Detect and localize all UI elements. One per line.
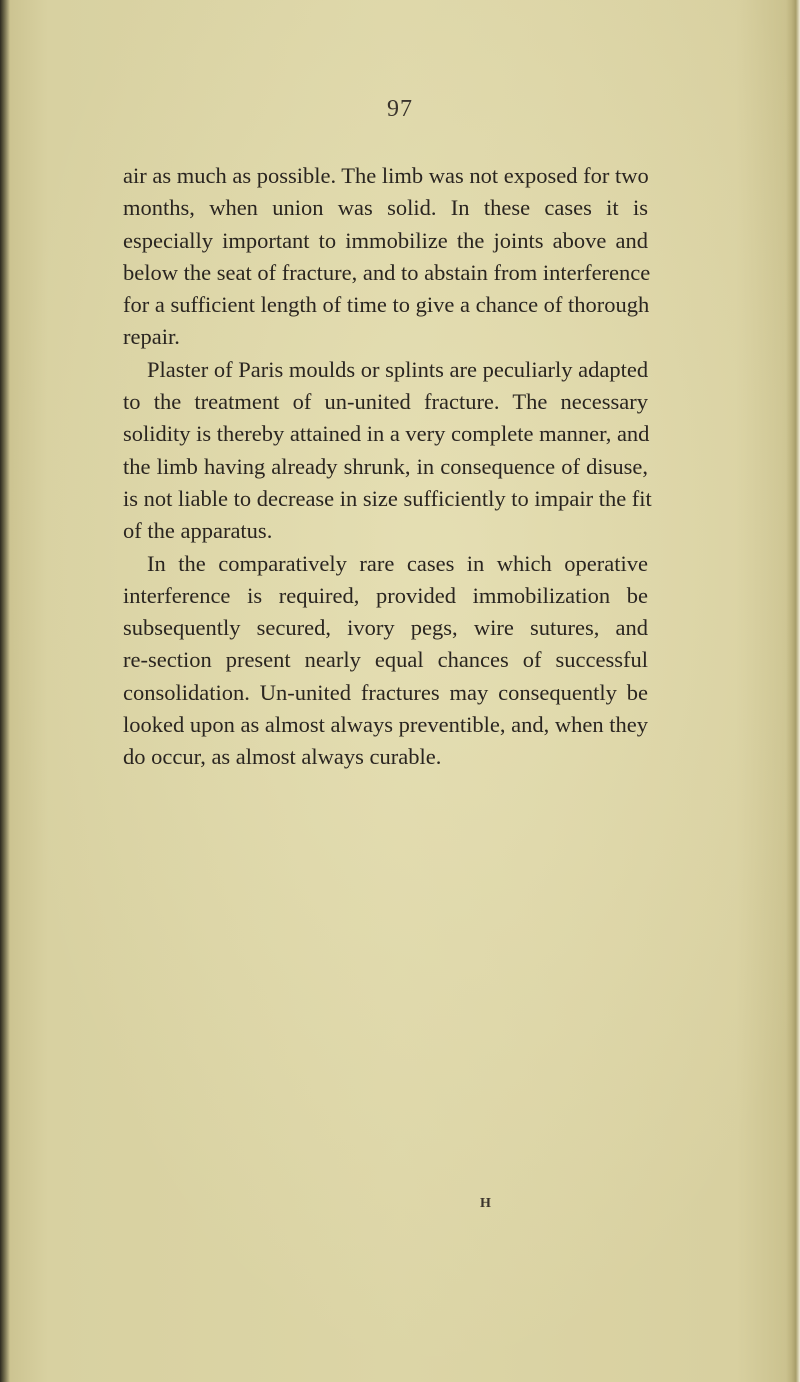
text-line: is not liable to decrease in size sufficiently to impair the fit	[123, 485, 652, 511]
paragraph-2	[123, 354, 652, 548]
text-line: of the apparatus.	[123, 518, 273, 544]
page-number: 97	[387, 96, 413, 122]
text-line: especially important to immobilize the joints above and	[123, 227, 648, 253]
text-line: subsequently secured, ivory pegs, wire sutures, and	[123, 615, 648, 641]
text-line: air as much as possible. The limb was not exposed for two	[123, 163, 649, 188]
text-line: re-section present nearly equal chances of successful	[123, 647, 648, 673]
text-line: looked upon as almost always preventible, and, when they	[123, 712, 648, 738]
text-line: consolidation. Un-united fractures may consequently be	[123, 679, 648, 705]
text-line: solidity is thereby attained in a very complete manner, and	[123, 421, 650, 447]
signature-mark: H	[480, 1196, 491, 1211]
body-text	[123, 160, 652, 774]
text-line: repair.	[123, 324, 180, 350]
text-line: interference is required, provided immobilization be	[123, 582, 648, 608]
paragraph-1	[123, 160, 651, 354]
text-line: to the treatment of un-united fracture. The necessary	[123, 389, 648, 415]
text-line: do occur, as almost always curable.	[123, 744, 442, 770]
page-edge	[786, 0, 800, 1382]
paragraph-3	[123, 548, 648, 774]
text-line: the limb having already shrunk, in consequence of disuse,	[123, 453, 648, 479]
text-line: below the seat of fracture, and to abstain from interference	[123, 259, 651, 285]
binding-shadow	[0, 0, 10, 1382]
text-line: In the comparatively rare cases in which operative	[147, 550, 648, 576]
text-line: months, when union was solid. In these cases it is	[123, 195, 648, 221]
text-line: for a sufficient length of time to give a chance of thorough	[123, 292, 650, 318]
text-line: Plaster of Paris moulds or splints are peculiarly adapted	[147, 356, 649, 382]
